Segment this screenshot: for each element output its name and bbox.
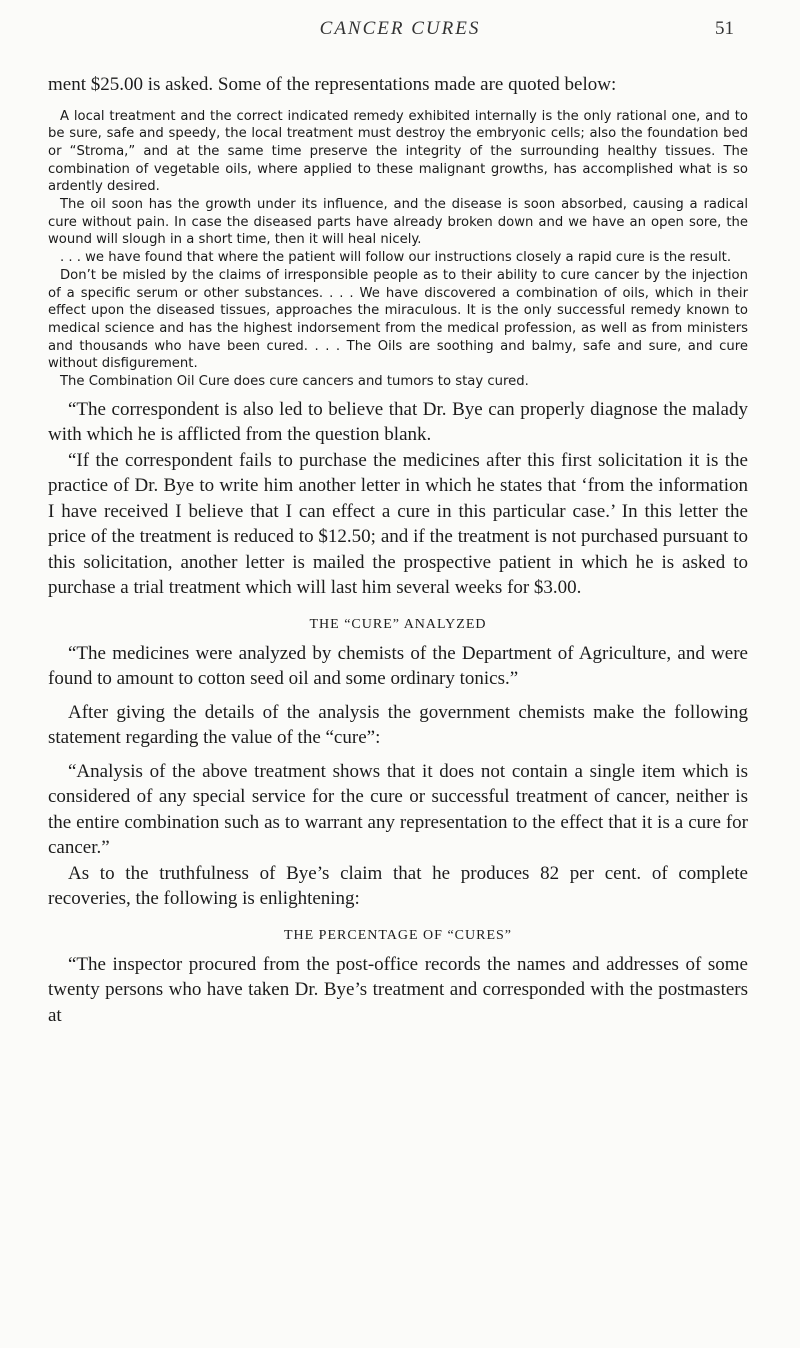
page-number: 51 [715, 18, 734, 39]
quote-paragraph: Don’t be misled by the claims of irresponsible people as to their ability to cure cancer by the injection of a specific serum or other substances. . . . We have discovered a combination of oils, which in their effect upon the diseased tissues, approaches the miraculous. It is the only successful remedy known to medical science and has the highest indorsement from the medical profession, as well as from ministers and thousands who have been cured. . . . The Oils are soothing and balmy, safe and sure, and cure without disfigurement. [48, 267, 748, 372]
body-text [48, 72, 748, 1028]
paragraph: As to the truthfulness of Bye’s claim that he produces 82 per cent. of complete recoveries, the following is enlightening: [48, 862, 748, 910]
section-heading-cure-analyzed: THE “CURE” ANALYZED [309, 616, 487, 632]
quote-paragraph: . . . we have found that where the patient will follow our instructions closely a rapid cure is the result. [60, 250, 732, 266]
quoted-advertisement [48, 108, 748, 391]
paragraph: “The inspector procured from the post-office records the names and addresses of some twenty persons who have taken Dr. Bye’s treatment and corresponded with the postmasters at [48, 953, 748, 1026]
paragraph: “Analysis of the above treatment shows that it does not contain a single item which is considered of any special service for the cure or successful treatment of cancer, neither is the entire combination such as to warrant any representation to the effect that it is a cure for cancer.” [48, 760, 748, 859]
quote-paragraph: The oil soon has the growth under its influence, and the disease is soon absorbed, causing a radical cure without pain. In case the diseased parts have already broken down and we have an open sore, the wound will slough in a short time, then it will heal nicely. [48, 197, 748, 248]
quote-paragraph: A local treatment and the correct indicated remedy exhibited internally is the only rational one, and to be sure, safe and speedy, the local treatment must destroy the embryonic cells; also the foundation bed or “Stroma,” and at the same time preserve the integrity of the surrounding healthy tissues. The combination of vegetable oils, where applied to these malignant growths, has accomplished what is so ardently desired. [48, 108, 748, 195]
section-heading-percentage-of-cures: THE PERCENTAGE OF “CURES” [283, 927, 513, 943]
running-head [0, 18, 800, 48]
quote-paragraph: The Combination Oil Cure does cure cancers and tumors to stay cured. [60, 374, 529, 390]
paragraph: “If the correspondent fails to purchase the medicines after this first solicitation it is the practice of Dr. Bye to write him another letter in which he states that ‘from the information I have received I believe that I can effect a cure in this particular case.’ In this letter the price of the treatment is reduced to $12.50; and if the treatment is not purchased pursuant to this solicitation, another letter is mailed the prospective patient in which he is asked to purchase a trial treatment which will last him several weeks for $3.00. [48, 449, 748, 599]
paragraph-continuation: ment $25.00 is asked. Some of the representations made are quoted below: [48, 74, 617, 95]
paragraph: “The correspondent is also led to believe that Dr. Bye can properly diagnose the malady with which he is afflicted from the question blank. [48, 398, 748, 446]
running-title: CANCER CURES [319, 18, 481, 39]
paragraph: After giving the details of the analysis the government chemists make the following statement regarding the value of the “cure”: [48, 701, 748, 749]
paragraph: “The medicines were analyzed by chemists of the Department of Agriculture, and were found to amount to cotton seed oil and some ordinary tonics.” [48, 642, 748, 690]
